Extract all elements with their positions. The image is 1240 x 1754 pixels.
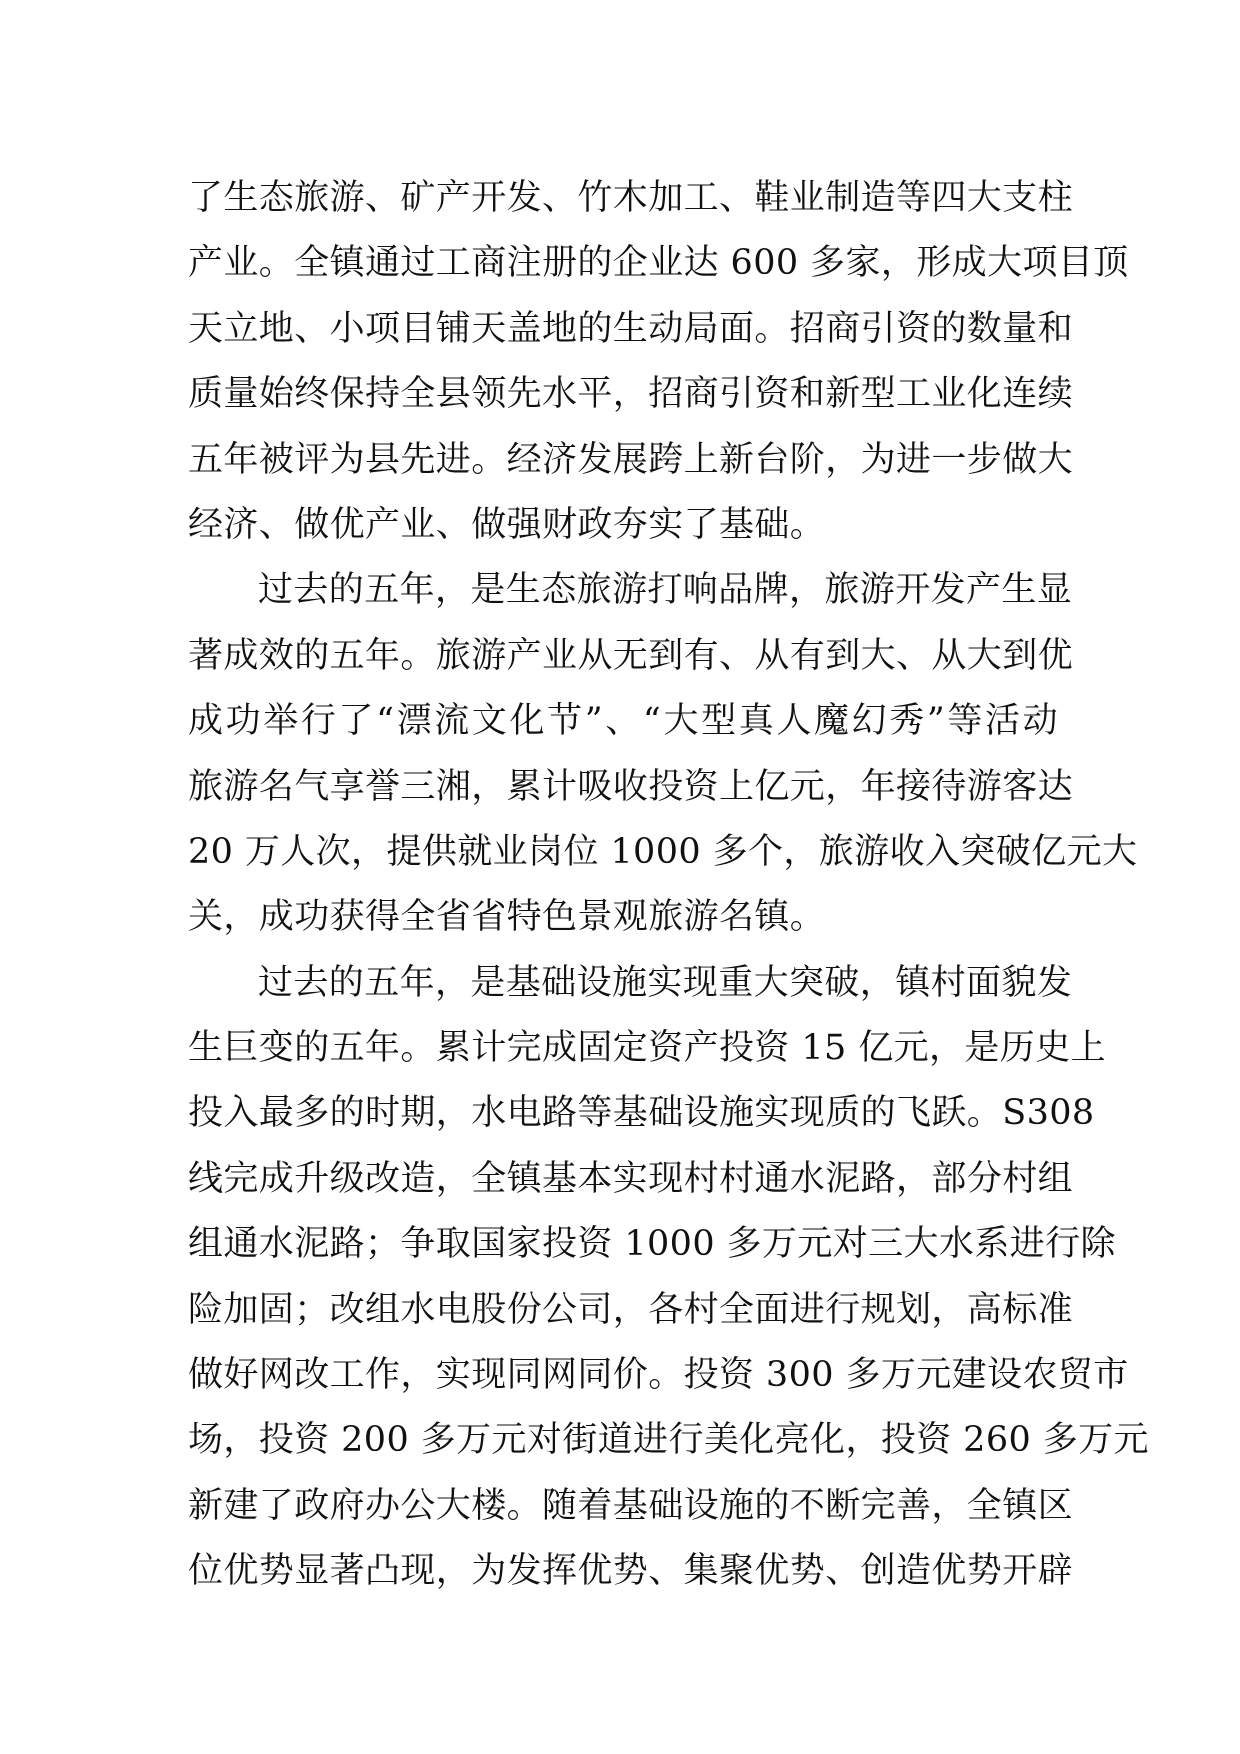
paragraph-line: 20 万人次，提供就业岗位 1000 多个，旅游收入突破亿元大 bbox=[188, 831, 1138, 872]
paragraph-line: 了生态旅游、矿产开发、竹木加工、鞋业制造等四大支柱 bbox=[188, 178, 1074, 218]
paragraph-line: 著成效的五年。旅游产业从无到有、从有到大、从大到优 bbox=[188, 635, 1074, 676]
paragraph-line: 过去的五年，是生态旅游打响品牌，旅游开发产生显 bbox=[258, 570, 1073, 611]
paragraph-line: 质量始终保持全县领先水平，招商引资和新型工业化连续 bbox=[188, 374, 1074, 415]
paragraph-line: 位优势显著凸现，为发挥优势、集聚优势、创造优势开辟 bbox=[188, 1551, 1074, 1592]
paragraph-2 bbox=[188, 558, 1138, 950]
paragraph-line: 险加固；改组水电股份公司，各村全面进行规划，高标准 bbox=[188, 1289, 1074, 1330]
paragraph-line: 生巨变的五年。累计完成固定资产投资 15 亿元，是历史上 bbox=[188, 1028, 1106, 1069]
paragraph-line: 新建了政府办公大楼。随着基础设施的不断完善，全镇区 bbox=[188, 1485, 1074, 1526]
paragraph-line: 组通水泥路；争取国家投资 1000 多万元对三大水系进行除 bbox=[188, 1224, 1116, 1265]
paragraph-line: 经济、做优产业、做强财政夯实了基础。 bbox=[188, 504, 826, 545]
paragraph-line: 旅游名气享誉三湘，累计吸收投资上亿元，年接待游客达 bbox=[188, 766, 1074, 807]
paragraph-1 bbox=[188, 166, 1129, 558]
body-text bbox=[188, 166, 1149, 1605]
paragraph-line: 线完成升级改造，全镇基本实现村村通水泥路，部分村组 bbox=[188, 1158, 1074, 1199]
paragraph-3 bbox=[188, 951, 1149, 1605]
paragraph-line: 五年被评为县先进。经济发展跨上新台阶，为进一步做大 bbox=[188, 439, 1074, 480]
paragraph-line: 成功举行了“漂流文化节”、“大型真人魔幻秀”等活动 bbox=[188, 701, 1058, 742]
paragraph-line: 关，成功获得全省省特色景观旅游名镇。 bbox=[188, 897, 826, 938]
paragraph-line: 产业。全镇通过工商注册的企业达 600 多家，形成大项目顶 bbox=[188, 243, 1129, 284]
paragraph-line: 做好网改工作，实现同网同价。投资 300 多万元建设农贸市 bbox=[188, 1355, 1129, 1396]
paragraph-line: 场，投资 200 多万元对街道进行美化亮化，投资 260 多万元 bbox=[188, 1420, 1149, 1461]
paragraph-line: 过去的五年，是基础设施实现重大突破，镇村面貌发 bbox=[258, 962, 1073, 1003]
paragraph-line: 投入最多的时期，水电路等基础设施实现质的飞跃。S308 bbox=[188, 1093, 1095, 1134]
paragraph-line: 天立地、小项目铺天盖地的生动局面。招商引资的数量和 bbox=[188, 308, 1074, 349]
